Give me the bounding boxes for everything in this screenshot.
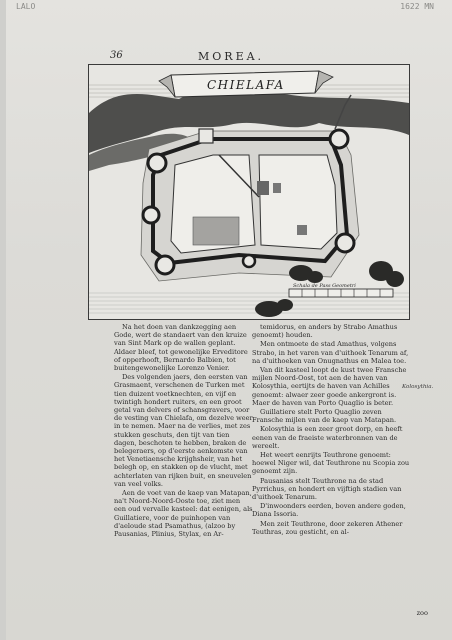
right-paragraph: Guillatiere stelt Porto Quaglio zeven Fransche mijlen van de kaep van Matapan.: [252, 408, 397, 425]
left-paragraph: Aen de voet van de kaep van Matapan, na't Noord-Noord-Ooste toe, ziet men een oud vervalle kasteel: dat eenigen, als Guillatiere, voor de puinhopen van d'aeloude stad Psamathus, (alzoo by Pausanias, Plinius, Stylax, en Ar-: [114, 489, 253, 539]
scale-bar-label: Schala de Pass Geometri: [293, 283, 356, 289]
page-number: 36: [110, 50, 123, 61]
left-paragraph: Des volgenden jaers, den eersten van Grasmaent, verschenen de Turken met tien duizent voetknechten, en vijf en twintigh hondert ruiters, en een groot getal van delvers of schansgravers, voor de vesting van Chielafa, om dezelve weer in te nemen. Maer na de verlies, met zes stukken geschuts, den tijt van tien dagen, beschoten te hebben, braken de belegeraers, op d'eerste aenkomste van het Venetiaensche krijghsheir, van het belegh op, en stakken op de vlucht, met achterlaten van rijken buit, en sneuvelen van veel volks.: [114, 373, 253, 488]
right-paragraph: Men ontmoete de stad Amathus, volgens Strabo, in het varen van d'uithoek Tenarum af, na d'uithoeken van Onugnathus en Malea toe.: [252, 340, 409, 365]
page-header: [6, 50, 452, 64]
margin-note: Kolosythia.: [402, 384, 434, 390]
right-paragraph: temidorus, en anders by Strabo Amathus genoemt) houden.: [252, 323, 398, 340]
engraved-plate: [88, 64, 410, 320]
catchword: zoo: [416, 609, 428, 617]
right-paragraph: Men zeit Teuthrone, door zekeren Athener Teuthras, zou gesticht, en al-: [252, 519, 403, 536]
handwritten-mark-left: LALO: [16, 2, 36, 11]
running-head: MOREA.: [198, 50, 265, 63]
plate-banner-title: CHIELAFA: [207, 78, 285, 92]
right-paragraph: Kolosythia is een zeer groot dorp, en heeft eenen van de fraeiste waterbronnen van de wereelt.: [252, 425, 403, 450]
left-paragraph: Na het doen van dankzegging aen Gode, wert de standaert van den kruize van Sint Mark op de wallen geplant. Aldaer bleef, tot gewonelijke Erveditore of opperhooft, Bernardo Balbien, tot buitengewonelijke Lorenzo Venier.: [114, 323, 248, 373]
top-marks: [6, 2, 452, 14]
right-text-column: [252, 323, 412, 537]
right-paragraph: Pausanias stelt Teuthrone na de stad Pyrrichus, en hondert en vijftigh stadien van d'uithoek Tenarum.: [252, 476, 402, 502]
left-text-column: [114, 323, 254, 539]
fortress-plan-illustration: [89, 65, 409, 319]
handwritten-mark-right: 1622 MN: [400, 2, 434, 11]
right-paragraph: D'inwoonders eerden, boven andere goden, Diana Issoria.: [252, 502, 406, 519]
right-paragraph: Het weert eenrijts Teuthrone genoemt: hoewel Niger wil, dat Teuthrone nu Scopia zou genoemt zijn.: [252, 451, 410, 476]
book-page: [6, 0, 452, 640]
right-paragraph: Van dit kasteel loopt de kust twee Fransche mijlen Noord-Oost, tot aen de haven van Kolosythia, eertijts de haven van Achilles genoemt: alwaer zeer goede ankergront is. Maer de haven van Porto Quaglio is beter.: [252, 366, 407, 407]
